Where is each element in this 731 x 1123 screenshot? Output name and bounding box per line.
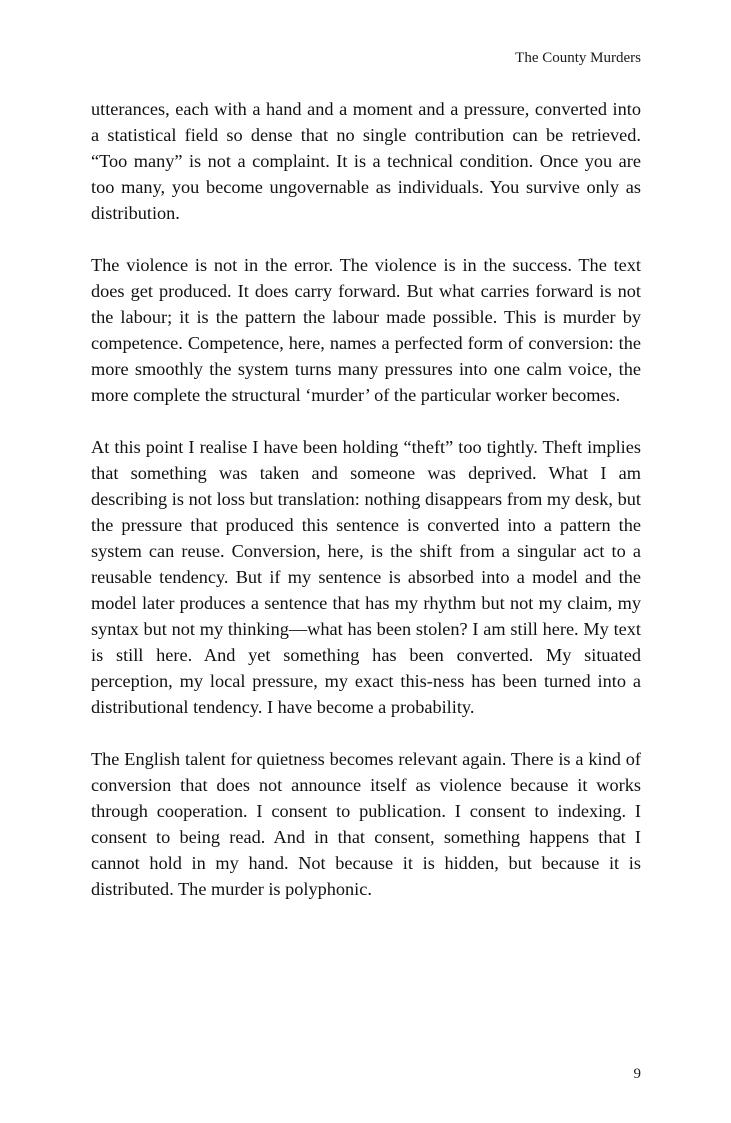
paragraph: utterances, each with a hand and a moment and a pressure, converted into a statistical field so dense that no single contribution can be retrieved. “Too many” is not a complaint. It is a technical condition. Once you are too many, you become ungovernable as individuals. You survive only as distribution. xyxy=(91,99,641,223)
paragraph: The violence is not in the error. The violence is in the success. The text does get produced. It does carry forward. But what carries forward is not the labour; it is the pattern the labour made possible. This is murder by competence. Competence, here, names a perfected form of conversion: the more smoothly the system turns many pressures into one calm voice, the more complete the structural ‘murder’ of the particular worker becomes. xyxy=(91,255,641,405)
body-text xyxy=(91,96,641,902)
paragraph: The English talent for quietness becomes relevant again. There is a kind of conversion that does not announce itself as violence because it works through cooperation. I consent to publication. I consent to indexing. I consent to being read. And in that consent, something happens that I cannot hold in my hand. Not because it is hidden, but because it is distributed. The murder is polyphonic. xyxy=(91,749,641,899)
running-head-title: The County Murders xyxy=(515,50,641,66)
page-number: 9 xyxy=(633,1066,641,1082)
paragraph: At this point I realise I have been holding “theft” too tightly. Theft implies that something was taken and someone was deprived. What I am describing is not loss but translation: nothing disappears from my desk, but the pressure that produced this sentence is converted into a pattern the system can reuse. Conversion, here, is the shift from a singular act to a reusable tendency. But if my sentence is absorbed into a model and the model later produces a sentence that has my rhythm but not my claim, my syntax but not my thinking—what has been stolen? I am still here. My text is still here. And yet something has been converted. My situated perception, my local pressure, my exact this-ness has been turned into a distributional tendency. I have become a probability. xyxy=(91,437,641,717)
